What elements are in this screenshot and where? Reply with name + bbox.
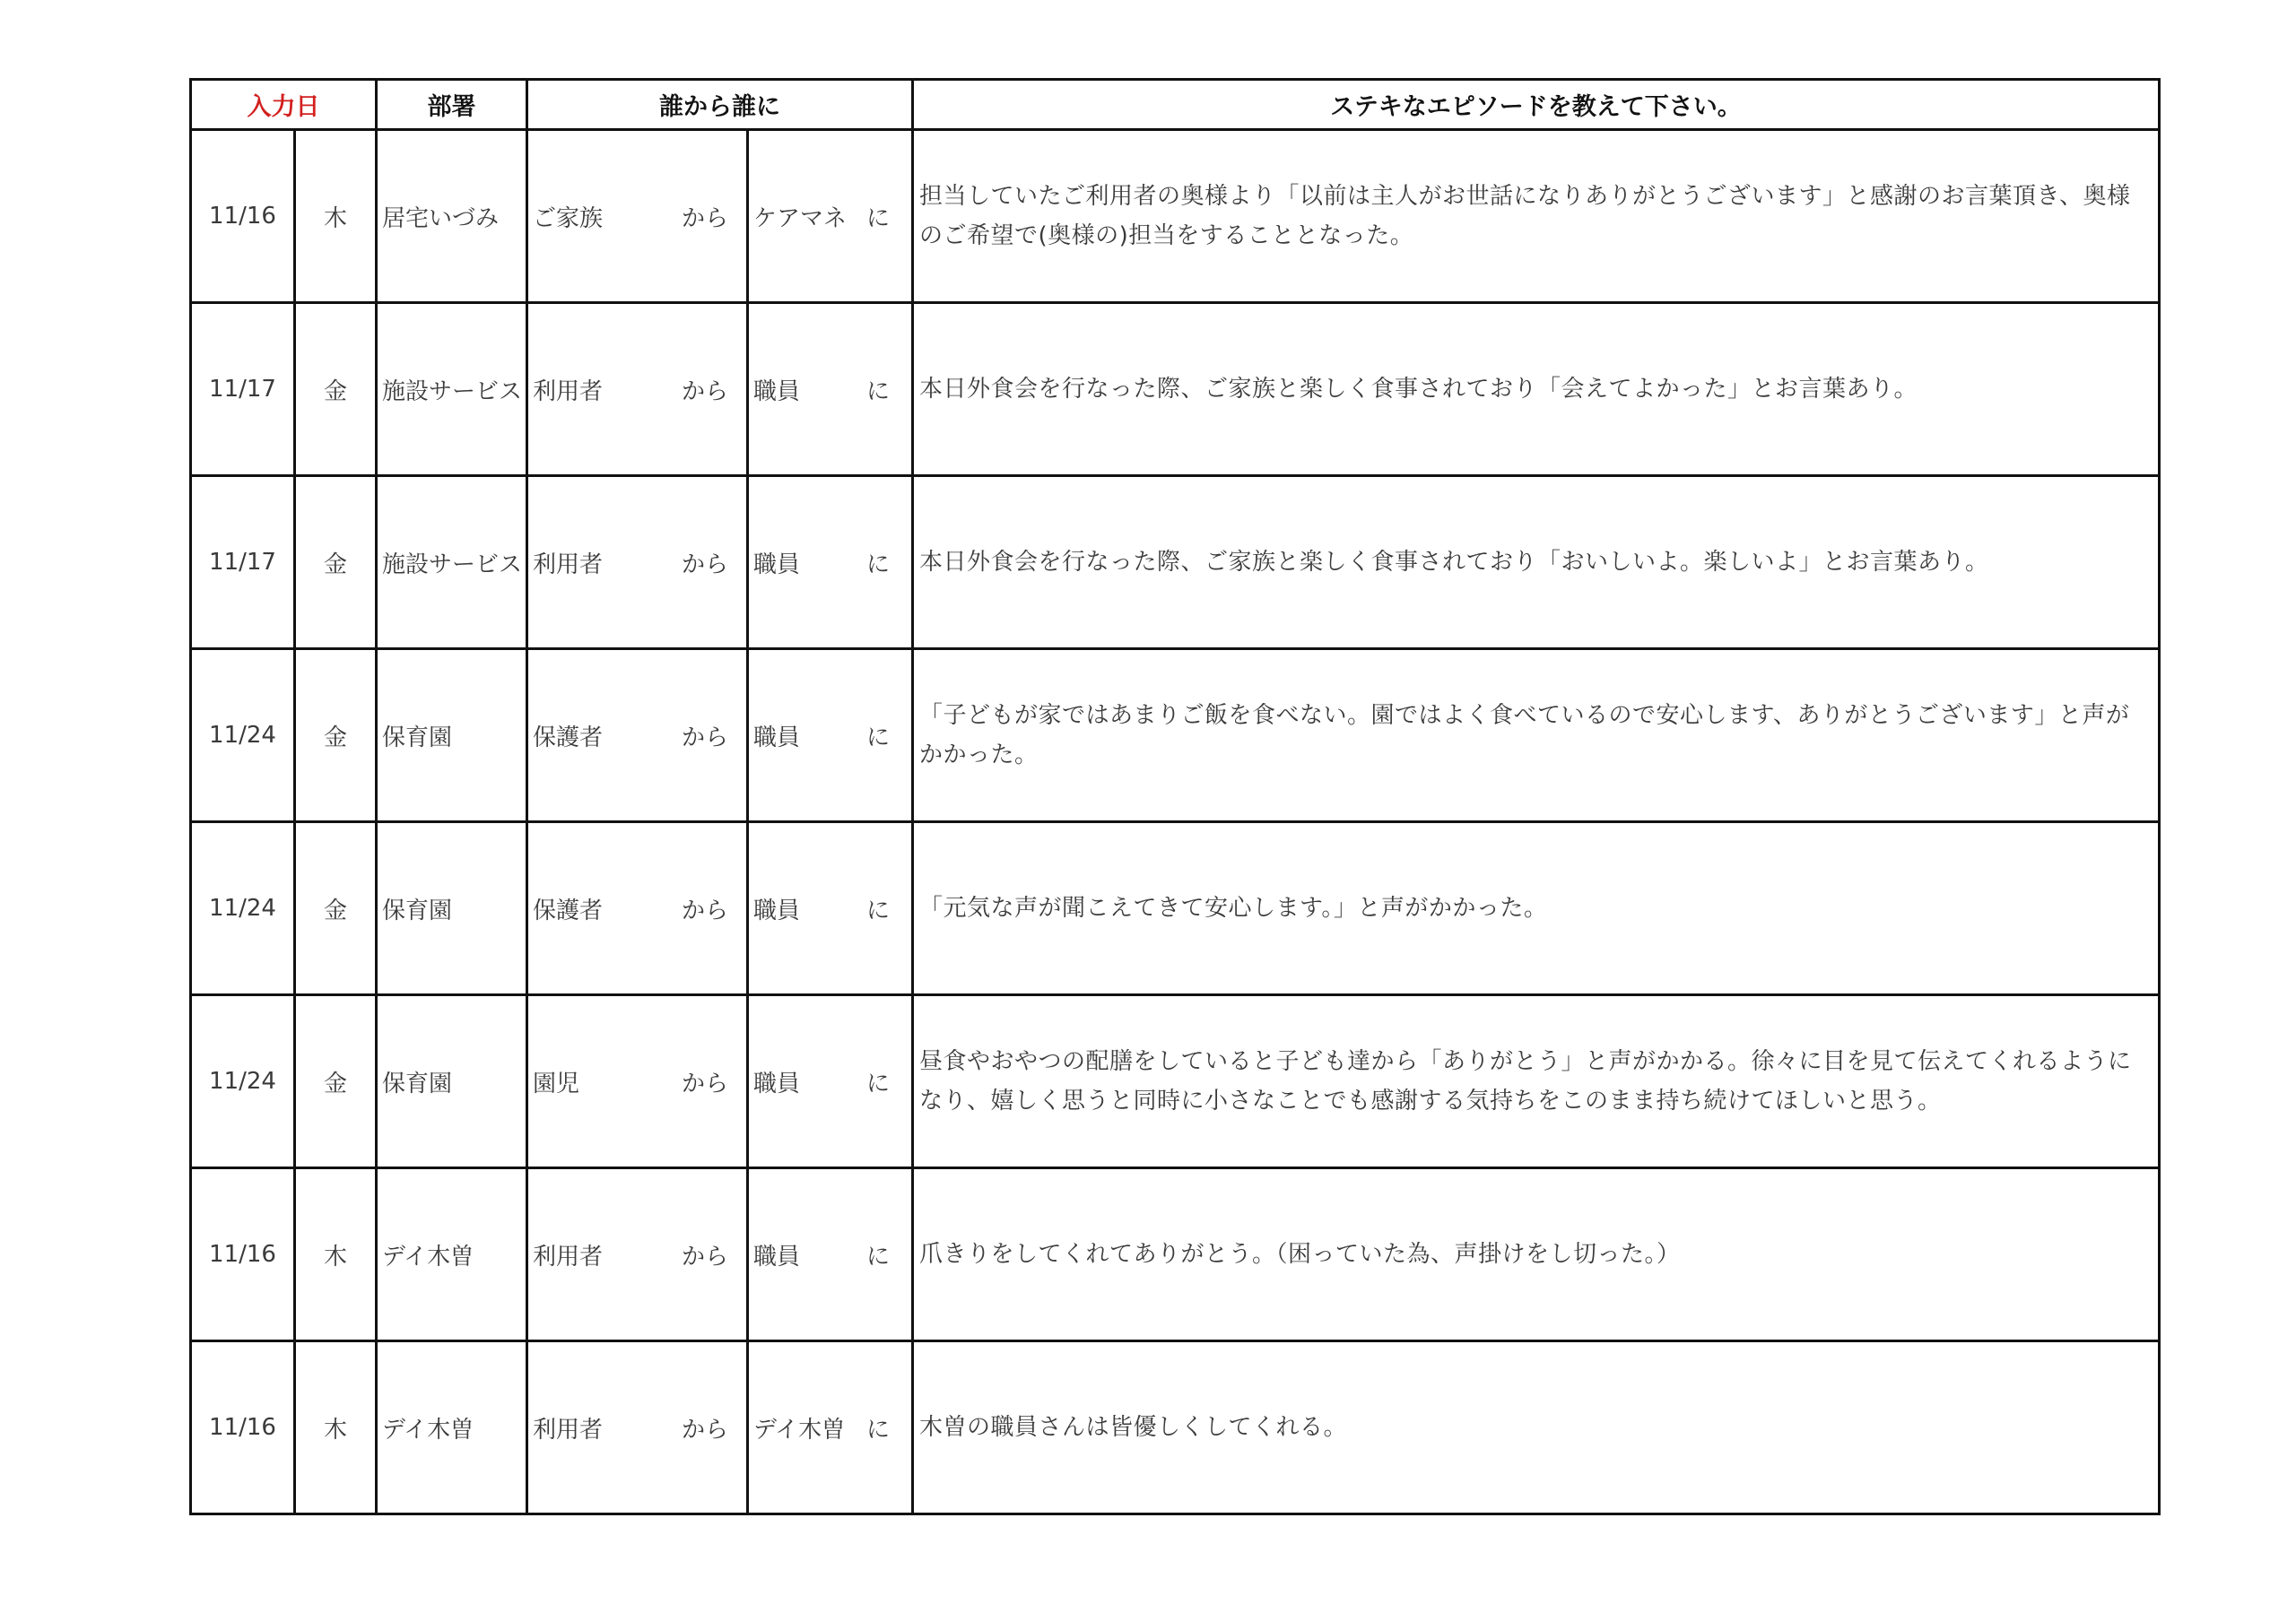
to-cell [748,1168,913,1341]
from-suffix: から [681,204,728,232]
from-suffix: から [681,1416,728,1444]
from-value: ご家族 [533,204,604,232]
from-value: 利用者 [533,551,604,578]
from-value: 保護者 [533,724,604,751]
episode-cell: 本日外食会を行なった際、ご家族と楽しく食事されており「会えてよかった」とお言葉あり。 [913,303,2160,476]
from-suffix: から [681,1070,728,1097]
from-value: 利用者 [533,377,604,405]
table-row [191,822,2160,995]
to-value: 職員 [753,551,801,578]
from-value: 利用者 [533,1416,604,1444]
date-cell: 11/16 [191,1168,295,1341]
to-suffix: に [865,1243,890,1271]
table-row [191,476,2160,649]
weekday-cell: 金 [295,303,377,476]
from-suffix: から [681,724,728,751]
from-cell [527,130,748,303]
to-cell [748,822,913,995]
to-cell [748,995,913,1168]
episode-cell: 爪きりをしてくれてありがとう。（困っていた為、声掛けをし切った。） [913,1168,2160,1341]
department-cell: デイ木曽 [377,1168,527,1341]
episode-cell: 本日外食会を行なった際、ご家族と楽しく食事されており「おいしいよ。楽しいよ」とお言葉あり。 [913,476,2160,649]
date-cell: 11/24 [191,995,295,1168]
to-value: 職員 [753,377,801,405]
date-cell: 11/24 [191,822,295,995]
to-cell [748,649,913,822]
from-suffix: から [681,1243,728,1271]
department-cell: 保育園 [377,822,527,995]
to-value: 職員 [753,1243,801,1271]
header-row [191,80,2160,130]
to-suffix: に [865,551,890,578]
header-episode: ステキなエピソードを教えて下さい。 [913,80,2160,130]
department-cell: 施設サービス [377,476,527,649]
from-cell [527,303,748,476]
header-department: 部署 [377,80,527,130]
to-suffix: に [865,724,890,751]
from-value: 園児 [533,1070,580,1097]
table-row [191,1341,2160,1514]
to-suffix: に [865,204,890,232]
from-suffix: から [681,377,728,405]
table-row [191,1168,2160,1341]
table-row [191,995,2160,1168]
date-cell: 11/24 [191,649,295,822]
to-cell [748,130,913,303]
from-cell [527,995,748,1168]
from-cell [527,649,748,822]
table-row [191,303,2160,476]
to-value: デイ木曽 [753,1416,846,1444]
to-value: 職員 [753,897,801,924]
episode-cell: 「子どもが家ではあまりご飯を食べない。園ではよく食べているので安心します、ありがとうございます」と声がかかった。 [913,649,2160,822]
date-cell: 11/17 [191,303,295,476]
from-suffix: から [681,551,728,578]
department-cell: デイ木曽 [377,1341,527,1514]
table-row [191,649,2160,822]
date-cell: 11/17 [191,476,295,649]
to-suffix: に [865,1070,890,1097]
weekday-cell: 金 [295,649,377,822]
episode-table [189,78,2161,1515]
from-cell [527,476,748,649]
from-value: 利用者 [533,1243,604,1271]
table-body [191,130,2160,1514]
from-cell [527,822,748,995]
weekday-cell: 金 [295,995,377,1168]
from-cell [527,1341,748,1514]
episode-cell: 担当していたご利用者の奥様より「以前は主人がお世話になりありがとうございます」と感謝のお言葉頂き、奥様のご希望で(奥様の)担当をすることとなった。 [913,130,2160,303]
to-suffix: に [865,1416,890,1444]
weekday-cell: 金 [295,476,377,649]
to-value: 職員 [753,1070,801,1097]
from-suffix: から [681,897,728,924]
date-cell: 11/16 [191,130,295,303]
episode-cell: 木曽の職員さんは皆優しくしてくれる。 [913,1341,2160,1514]
date-cell: 11/16 [191,1341,295,1514]
department-cell: 居宅いづみ [377,130,527,303]
episode-cell: 昼食やおやつの配膳をしていると子ども達から「ありがとう」と声がかかる。徐々に目を見て伝えてくれるようになり、嬉しく思うと同時に小さなことでも感謝する気持ちをこのまま持ち続けてほしいと思う。 [913,995,2160,1168]
weekday-cell: 金 [295,822,377,995]
weekday-cell: 木 [295,130,377,303]
to-value: 職員 [753,724,801,751]
episode-cell: 「元気な声が聞こえてきて安心します。」と声がかかった。 [913,822,2160,995]
table-row [191,130,2160,303]
to-suffix: に [865,897,890,924]
to-cell [748,476,913,649]
from-cell [527,1168,748,1341]
to-value: ケアマネ [753,204,848,232]
department-cell: 施設サービス [377,303,527,476]
department-cell: 保育園 [377,649,527,822]
weekday-cell: 木 [295,1341,377,1514]
weekday-cell: 木 [295,1168,377,1341]
to-cell [748,303,913,476]
header-from-to: 誰から誰に [527,80,913,130]
to-cell [748,1341,913,1514]
from-value: 保護者 [533,897,604,924]
header-date: 入力日 [191,80,377,130]
department-cell: 保育園 [377,995,527,1168]
to-suffix: に [865,377,890,405]
